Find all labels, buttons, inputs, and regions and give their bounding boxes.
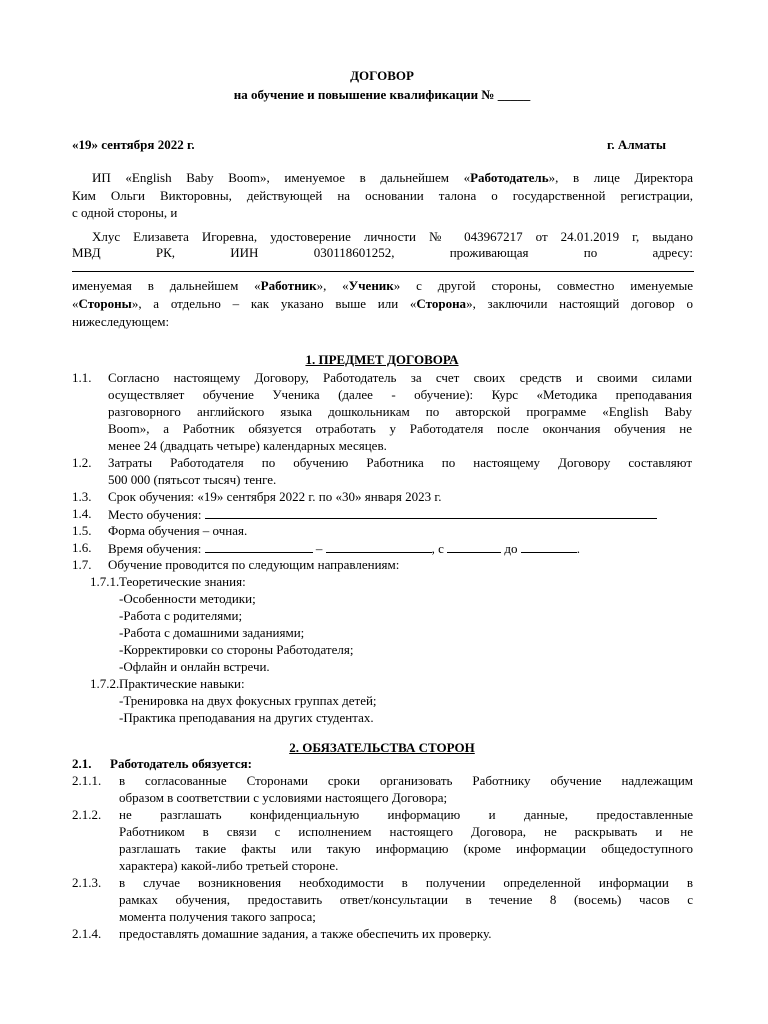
item-number-2-1-1: 2.1.1. [72,773,102,788]
item-1-1-line5: менее 24 (двадцать четыре) календарных месяцев. [108,438,387,453]
item-number-1-4: 1.4. [72,506,92,521]
item-2-1-2-line3: разглашать такие факты или такую информацию (кроме информации общедоступного [119,841,693,856]
list-item: -Особенности методики; [119,591,256,606]
item-2-1-3-line1: в случае возникновения необходимости в получении определенной информации в [119,875,693,890]
item-number-2-1-3: 2.1.3. [72,875,102,890]
item-1-2-line1: Затраты Работодателя по обучению Работника по настоящему Договору составляют [108,455,692,470]
item-1-1-line2: осуществляет обучение Ученика (далее - обучение): Курс «Методика преподавания [108,387,692,402]
item-1-1-line4: Boom», а Работник обязуется отработать у Работодателя после окончания обучения не [108,421,692,436]
list-item: -Работа с родителями; [119,608,243,623]
item-1-1-line3: разговорного английского языка дошкольникам по авторской программе «English Baby [108,404,692,419]
item-number-1-7-1: 1.7.1. [90,574,120,589]
item-number-2-1-4: 2.1.4. [72,926,102,941]
hours-to-blank[interactable] [521,540,577,553]
item-number-1-6: 1.6. [72,540,92,555]
item-number-1-7: 1.7. [72,557,92,572]
party2-line2: МВД РК, ИИН 030118601252, проживающая по адресу: [72,245,693,260]
item-1-7-1: Теоретические знания: [119,574,246,589]
item-1-3: Срок обучения: «19» сентября 2022 г. по «30» января 2023 г. [108,489,442,504]
item-number-1-1: 1.1. [72,370,92,385]
item-1-7: Обучение проводится по следующим направлениям: [108,557,400,572]
hours-from-blank[interactable] [447,540,501,553]
party2-line1: Хлус Елизавета Игоревна, удостоверение личности № 043967217 от 24.01.2019 г, выдано [92,229,693,244]
list-item: -Тренировка на двух фокусных группах детей; [119,693,377,708]
time-from-blank[interactable] [205,540,313,553]
list-item: -Корректировки со стороны Работодателя; [119,642,354,657]
address-blank-line [72,271,694,272]
parties-line3: нижеследующем: [72,314,170,329]
party1-line3: с одной стороны, и [72,205,178,220]
item-2-1-1-line2: образом в соответствии с условиями настоящего Договора; [119,790,448,805]
item-1-7-2: Практические навыки: [119,676,245,691]
document-title: ДОГОВОР [350,68,414,83]
item-2-1-3-line3: момента получения такого запроса; [119,909,316,924]
contract-city: г. Алматы [607,137,667,152]
item-number-1-7-2: 1.7.2. [90,676,120,691]
item-2-1-3-line2: рамках обучения, предоставить ответ/консультации в течение 8 (восемь) часов с [119,892,693,907]
item-number-1-2: 1.2. [72,455,92,470]
place-blank-field[interactable] [205,506,657,519]
section1-heading: 1. ПРЕДМЕТ ДОГОВОРА [305,352,459,367]
item-2-1-1-line1: в согласованные Сторонами сроки организовать Работнику обучение надлежащим [119,773,693,788]
item-1-4: Место обучения: [108,506,657,523]
item-number-2-1-2: 2.1.2. [72,807,102,822]
item-2-1: Работодатель обязуется: [110,756,252,771]
time-to-blank[interactable] [326,540,432,553]
parties-line2: «Стороны», а отдельно – как указано выше или «Сторона», заключили настоящий договор о [72,296,693,311]
item-number-1-5: 1.5. [72,523,92,538]
item-2-1-2-line2: Работником в связи с исполнением настоящего Договора, не раскрывать и не [119,824,693,839]
item-2-1-4: предоставлять домашние задания, а также обеспечить их проверку. [119,926,492,941]
list-item: -Практика преподавания на других студентах. [119,710,374,725]
item-number-2-1: 2.1. [72,756,92,771]
party1-line2: Ким Ольги Викторовны, действующей на основании талона о государственной регистрации, [72,188,693,203]
item-1-5: Форма обучения – очная. [108,523,248,538]
parties-line1: именуемая в дальнейшем «Работник», «Ученик» с другой стороны, совместно именуемые [72,278,693,293]
party1-line1: ИП «English Baby Boom», именуемое в дальнейшем «Работодатель», в лице Директора [92,170,693,185]
contract-date: «19» сентября 2022 г. [72,137,195,152]
item-1-1-line1: Согласно настоящему Договору, Работодатель за счет своих средств и своими силами [108,370,692,385]
document-subtitle: на обучение и повышение квалификации № _____ [233,87,531,102]
item-2-1-2-line1: не разглашать конфиденциальную информацию и данные, предоставленные [119,807,693,822]
item-1-6: Время обучения: – , с до . [108,541,580,556]
list-item: -Офлайн и онлайн встречи. [119,659,270,674]
list-item: -Работа с домашними заданиями; [119,625,305,640]
item-2-1-2-line4: характера) какой-либо третьей стороне. [119,858,339,873]
item-1-2-line2: 500 000 (пятьсот тысяч) тенге. [108,472,277,487]
item-number-1-3: 1.3. [72,489,92,504]
section2-heading: 2. ОБЯЗАТЕЛЬСТВА СТОРОН [289,740,475,755]
